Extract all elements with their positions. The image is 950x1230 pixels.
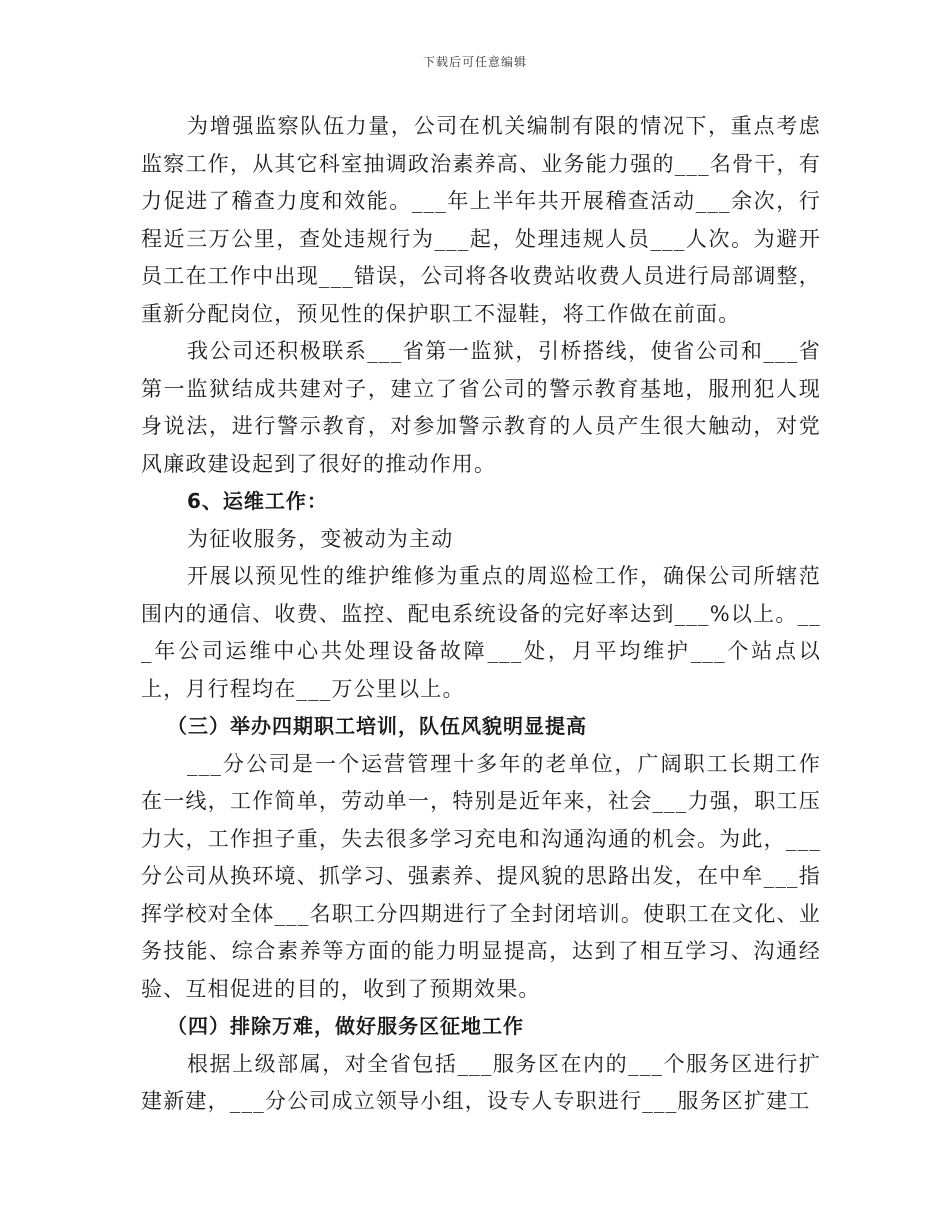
paragraph-maintenance-details: 开展以预见性的维护维修为重点的周巡检工作，确保公司所辖范围内的通信、收费、监控、配电系统设备的完好率达到___%以上。___年公司运维中心共处理设备故障___处，月平均维护___个站点以上，月行程均在___万公里以上。 <box>141 564 821 701</box>
heading-staff-training: （三）举办四期职工培训，队伍风貌明显提高 <box>167 714 587 738</box>
paragraph-service-motto: 为征收服务，变被动为主动 <box>187 526 454 551</box>
paragraph-supervision-team: 为增强监察队伍力量，公司在机关编制有限的情况下，重点考虑监察工作，从其它科室抽调政治素养高、业务能力强的___名骨干，有力促进了稽查力度和效能。___年上半年共开展稽查活动___余次，行程近三万公里，查处违规行为___起，处理违规人员___人次。为避开员工在工作中出现___错误，公司将各收费站收费人员进行局部调整，重新分配岗位，预见性的保护职工不湿鞋，将工作做在前面。 <box>141 114 821 326</box>
header-note: 下载后可任意编辑 <box>422 55 527 69</box>
paragraph-prison-cooperation: 我公司还积极联系___省第一监狱，引桥搭线，使省公司和___省第一监狱结成共建对子，建立了省公司的警示教育基地，服刑犯人现身说法，进行警示教育，对参加警示教育的人员产生很大触动，对党风廉政建设起到了很好的推动作用。 <box>141 339 821 476</box>
paragraph-staff-training: ___分公司是一个运营管理十多年的老单位，广阔职工长期工作在一线，工作简单，劳动单一，特别是近年来，社会___力强，职工压力大，工作担子重，失去很多学习充电和沟通沟通的机会。为此，___分公司从换环境、抓学习、强素养、提风貌的思路出发，在中牟___指挥学校对全体___名职工分四期进行了全封闭培训。使职工在文化、业务技能、综合素养等方面的能力明显提高，达到了相互学习、沟通经验、互相促进的目的，收到了预期效果。 <box>141 751 821 1001</box>
heading-maintenance-work: 6、运维工作： <box>187 489 328 513</box>
document-body <box>141 108 821 1121</box>
heading-service-area-land: （四）排除万难，做好服务区征地工作 <box>167 1014 524 1038</box>
paragraph-service-area-expansion: 根据上级部属，对全省包括___服务区在内的___个服务区进行扩建新建，___分公司成立领导小组，设专人专职进行___服务区扩建工 <box>141 1051 821 1113</box>
